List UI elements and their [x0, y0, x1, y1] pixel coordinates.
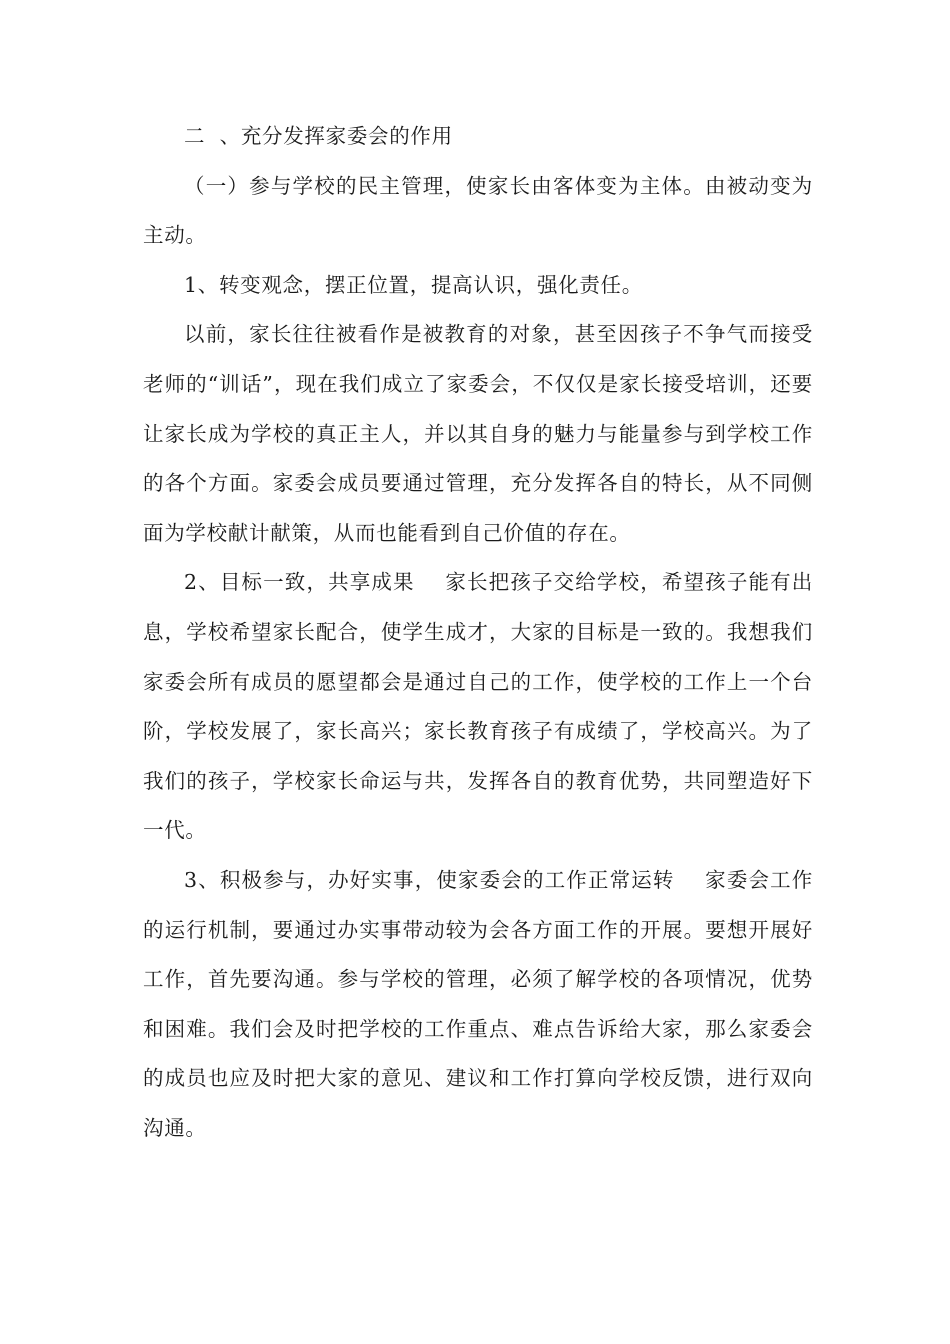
paragraph-item-1-body: 以前，家长往往被看作是被教育的对象，甚至因孩子不争气而接受老师的“训话”，现在我们成立了家委会，不仅仅是家长接受培训，还要让家长成为学校的真正主人，并以其自身的魅力与能量参与到学校工作的各个方面。家委会成员要通过管理，充分发挥各自的特长，从不同侧面为学校献计献策，从而也能看到自己价值的存在。 [143, 322, 813, 545]
paragraph-item-2: 2、目标一致，共享成果 家长把孩子交给学校，希望孩子能有出息，学校希望家长配合，使学生成才，大家的目标是一致的。我想我们家委会所有成员的愿望都会是通过自己的工作，使学校的工作上一个台阶，学校发展了，家长高兴；家长教育孩子有成绩了，学校高兴。为了我们的孩子，学校家长命运与共，发挥各自的教育优势，共同塑造好下一代。 [143, 570, 813, 843]
paragraph-item-3: 3、积极参与，办好实事，使家委会的工作正常运转 家委会工作的运行机制，要通过办实事带动较为会各方面工作的开展。要想开展好工作，首先要沟通。参与学校的管理，必须了解学校的各项情况，优势和困难。我们会及时把学校的工作重点、难点告诉给大家，那么家委会的成员也应及时把大家的意见、建议和工作打算向学校反馈，进行双向沟通。 [143, 867, 813, 1140]
section-heading: 二 、充分发挥家委会的作用 [184, 124, 453, 148]
document-body [143, 112, 813, 1153]
paragraph-item-1-title: 1、转变观念，摆正位置，提高认识，强化责任。 [184, 272, 643, 297]
paragraph-subsection-title: （一）参与学校的民主管理，使家长由客体变为主体。由被动变为主动。 [143, 173, 813, 248]
